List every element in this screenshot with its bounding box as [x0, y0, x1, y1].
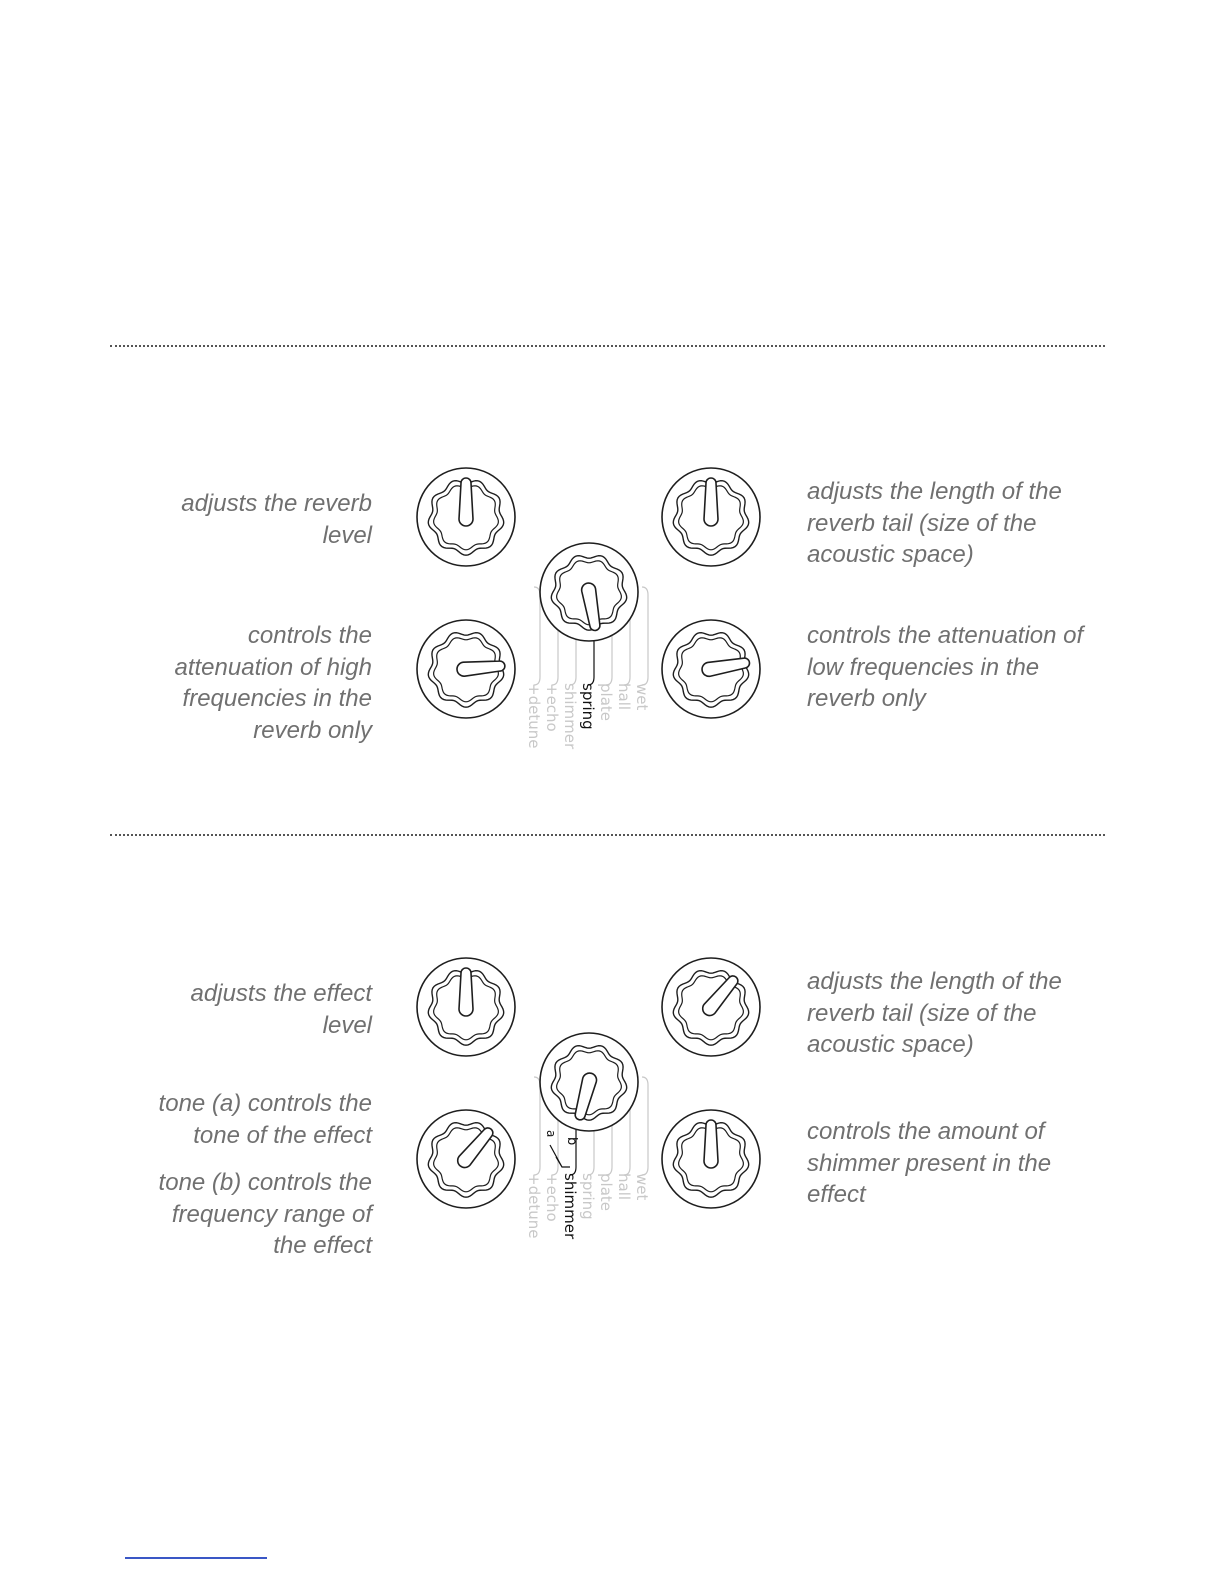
footer-accent-line [125, 1557, 267, 1559]
shimmer-amount-description: controls the amount of shimmer present in the effect [807, 1118, 1052, 1208]
effect-controls-diagram [400, 945, 780, 1255]
knob-bottom-left [417, 620, 515, 718]
mode-leader-line [534, 587, 540, 685]
low-cut-knob-description: controls the attenuation of low frequencies in the reverb only [807, 622, 1084, 712]
knob-top-left [417, 468, 515, 566]
tone-b-description: tone (b) controls the frequency range of the effect [158, 1169, 372, 1259]
mode-leader-line [534, 1077, 540, 1175]
mix-knob-description: adjusts the reverb level [181, 490, 372, 549]
effect-level-description: adjusts the effect level [190, 980, 372, 1039]
sub-label-a: a [544, 1130, 558, 1138]
mode-label-wet: wet [633, 1173, 651, 1201]
mode-label-plus-echo: +echo [543, 683, 561, 732]
tone-a-description: tone (a) controls the tone of the effect [158, 1090, 372, 1149]
knob-bottom-right-pointer [704, 1120, 718, 1168]
knob-bottom-left [417, 1110, 515, 1208]
mode-leader-line [642, 1077, 648, 1175]
knob-top-right-pointer [704, 478, 718, 526]
knob-top-left-pointer [459, 968, 473, 1016]
mode-label-plus-echo: +echo [543, 1173, 561, 1222]
high-cut-knob-description: controls the attenuation of high frequencies in the reverb only [174, 622, 372, 744]
decay-knob-description: adjusts the length of the reverb tail (size of the acoustic space) [807, 478, 1062, 568]
mode-label-plate: plate [597, 683, 615, 721]
knob-top-right [662, 958, 760, 1056]
mode-label-shimmer: shimmer [561, 683, 579, 750]
reverb-controls-diagram [400, 455, 780, 765]
knob-bottom-right [662, 620, 760, 718]
knob-top-left-pointer [459, 478, 473, 526]
mode-label-spring: spring [579, 1173, 597, 1220]
tone-sub-lines [550, 1145, 570, 1167]
mode-label-spring: spring [579, 683, 597, 730]
knob-bottom-right [662, 1110, 760, 1208]
section-divider-top [110, 345, 1105, 347]
mode-label-hall: hall [615, 683, 633, 711]
knob-center-selector [540, 543, 638, 641]
effect-decay-description: adjusts the length of the reverb tail (size of the acoustic space) [807, 968, 1062, 1058]
mode-label-hall: hall [615, 1173, 633, 1201]
knob-top-right [662, 468, 760, 566]
mode-leader-line [642, 587, 648, 685]
mode-label-shimmer: shimmer [561, 1173, 579, 1240]
mode-label-plus-detune: +detune [525, 1173, 543, 1239]
sub-label-b: b [564, 1137, 579, 1146]
knob-center-selector [540, 1033, 638, 1131]
mode-label-plus-detune: +detune [525, 683, 543, 749]
section-divider-bottom [110, 834, 1105, 836]
knob-top-left [417, 958, 515, 1056]
mode-label-wet: wet [633, 683, 651, 711]
mode-label-plate: plate [597, 1173, 615, 1211]
